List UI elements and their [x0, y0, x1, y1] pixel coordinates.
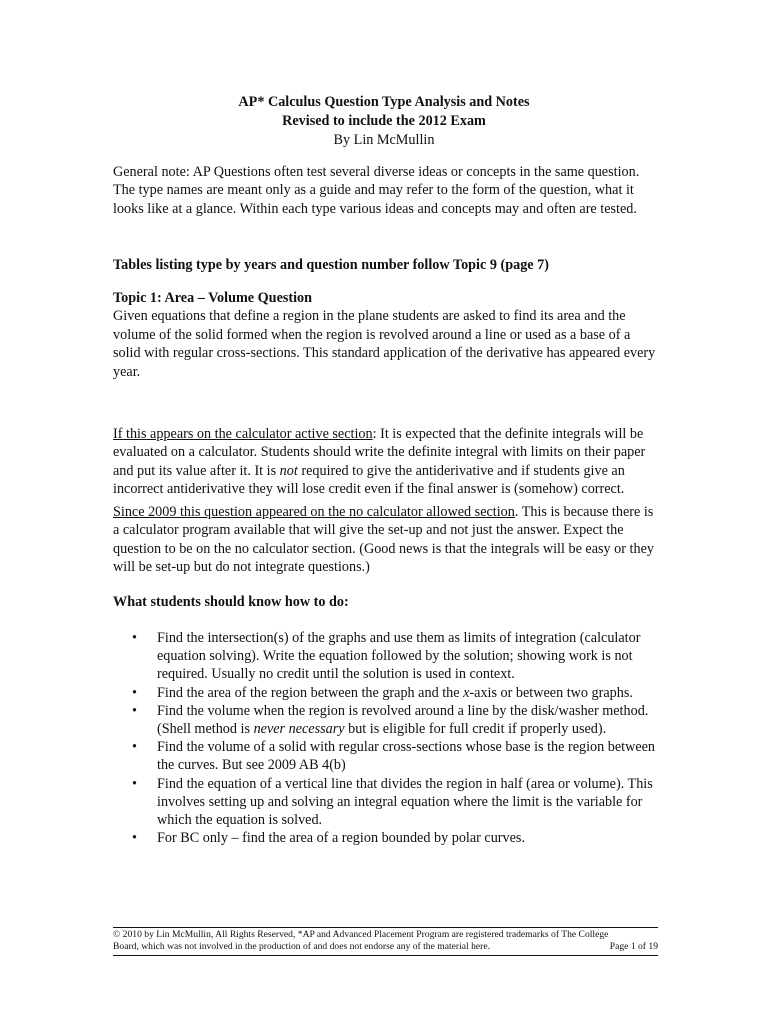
list-item — [113, 829, 658, 847]
list-item-text: -axis or between two graphs. — [469, 684, 633, 701]
footer-disclaimer: Board, which was not involved in the production of and does not endorse any of the material here. — [113, 941, 490, 953]
page-number: Page 1 of 19 — [609, 941, 658, 953]
list-item — [113, 684, 658, 702]
list-item-text: For BC only – find the area of a region bounded by polar curves. — [157, 830, 525, 847]
list-item-text: Find the area of the region between the graph and the — [157, 684, 464, 701]
topic-1-body: Given equations that define a region in the plane students are asked to find its area and the volume of the solid formed when the region is revolved around a line or used as a base of a solid with regular cross-sections. This standard application of the derivative has appeared every year. — [113, 308, 656, 380]
calculator-section-text-1: : It is expected that the definite integrals will be evaluated on a calculator. Students should write the definite integral with limits on their paper and put its value after it. It is — [113, 426, 646, 479]
tables-note-heading: Tables listing type by years and question number follow Topic 9 (page 7) — [113, 257, 549, 273]
footer-top-rule — [113, 927, 658, 928]
list-item-emphasis: never necessary — [253, 721, 345, 738]
list-item — [113, 629, 658, 684]
bullet-icon: • — [132, 702, 137, 719]
no-calculator-text: . This is because there is a calculator program available that will give the set-up and not just the answer. Expect the question to be on the no calculator section. (Good news is that the integrals will be easy or they will be set-up but do not integrate questions.) — [113, 504, 654, 576]
skills-list — [113, 629, 658, 847]
list-item-text: but is eligible for full credit if properly used). — [344, 721, 607, 738]
title-line-2: Revised to include the 2012 Exam — [282, 113, 486, 129]
list-item-emphasis: x — [463, 684, 470, 701]
bullet-icon: • — [132, 630, 137, 646]
no-calculator-underlined: Since 2009 this question appeared on the no calculator allowed section — [113, 504, 515, 520]
footer-copyright-line-1: © 2010 by Lin McMullin, All Rights Reserved, *AP and Advanced Placement Program are registered trademarks of The College — [113, 929, 609, 940]
list-item-text: Find the volume when the region is revolved around a line by the disk/washer method. (Shell method is — [157, 702, 649, 738]
calculator-section-text-2: required to give the antiderivative and if students give an incorrect antiderivative they will lose credit even if the final answer is (somehow) correct. — [113, 462, 625, 498]
list-item — [113, 738, 658, 774]
footer-bottom-rule — [113, 955, 658, 956]
list-item — [113, 775, 658, 830]
calculator-section-underlined: If this appears on the calculator active section — [113, 426, 373, 442]
bullet-icon: • — [132, 775, 137, 792]
list-item — [113, 702, 658, 738]
list-item-text: Find the equation of a vertical line that divides the region in half (area or volume). This involves setting up and solving an integral equation where the limit is the variable for which the equation is solved. — [157, 775, 653, 829]
author-line: By Lin McMullin — [333, 132, 435, 148]
calculator-section-paragraph — [113, 425, 658, 499]
list-item-text: Find the intersection(s) of the graphs and use them as limits of integration (calculator equation solving). Write the equation followed by the solution; showing work is not required. Usually no credit until the solution is used in context. — [157, 630, 641, 683]
general-note-paragraph: General note: AP Questions often test several diverse ideas or concepts in the same question. The type names are meant only as a guide and may refer to the form of the question, what it looks like at a glance. Within each type various ideas and concepts may and often are tested. — [113, 164, 640, 217]
topic-1-section — [113, 289, 658, 381]
no-calculator-paragraph — [113, 503, 658, 577]
footer-copyright-line-2 — [113, 941, 658, 953]
skills-heading: What students should know how to do: — [113, 594, 349, 610]
bullet-icon: • — [132, 684, 137, 701]
bullet-icon: • — [132, 830, 137, 847]
title-line-1: AP* Calculus Question Type Analysis and Notes — [238, 94, 530, 110]
topic-1-heading: Topic 1: Area – Volume Question — [113, 290, 313, 306]
calculator-section-emphasis: not — [279, 462, 298, 479]
document-header — [0, 93, 768, 150]
bullet-icon: • — [132, 739, 137, 756]
page-footer — [113, 929, 658, 954]
list-item-text: Find the volume of a solid with regular cross-sections whose base is the region between the curves. But see 2009 AB 4(b) — [157, 739, 656, 774]
